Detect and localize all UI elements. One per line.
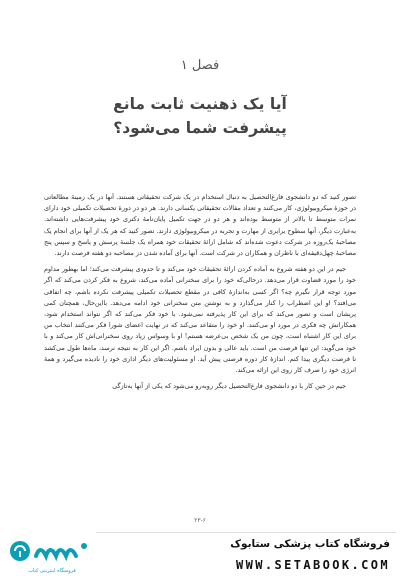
logo-subtitle: فروشگاه اینترنتی کتاب [28, 568, 76, 574]
footer-divider [96, 532, 396, 533]
paragraph: تصور کنید که دو دانشجوی فارغ‌التحصیل به دنبال استخدام در یک شرکت تحقیقاتی هستند. آنها در یک زمینهٔ مطالعاتی در حوزهٔ میکروبیولوژی، کار می‌کنند و تعداد مقالات تحقیقاتی یکسانی دارند. هر دو در دورهٔ تحصیلات تکمیلی خود دارای نمرات متوسط تا بالاتر از متوسط بوده‌اند و هر دو در جهت تکمیل پایان‌نامهٔ دکتری خود پیشرفت‌هایی داشته‌اند. به‌عبارت دیگر، آنها سطوح برابری از مهارت و تجربه در میکروبیولوژی دارند. تصور کنید که هر یک از آنها برای انجام یک مصاحبهٔ یک‌روزه در شرکت دعوت شده‌اند که شامل ارائهٔ تحقیقات خود همراه یک جلسهٔ پرسش و پاسخ و سپس پنج مصاحبهٔ چهل‌دقیقه‌ای با ناظران و همکاران در شرکت است. آنها برای آماده شدن در مصاحبه دو هفته فرصت دارند. [44, 193, 356, 258]
chapter-label: فصل ۱ [180, 58, 220, 73]
body-text [44, 192, 356, 397]
page-number: ۲۳-۶ [194, 517, 206, 524]
store-url-link[interactable]: WWW.SETABOOK.COM [236, 558, 390, 572]
footer-banner [0, 528, 400, 576]
paragraph: جیم در حین کار با دو دانشجوی فارغ‌التحصیل دیگر روبه‌رو می‌شود که یکی از آنها به‌تازگی [112, 382, 346, 391]
logo-mark-icon [8, 536, 94, 566]
title-line-2: پیشرفت شما می‌شود؟ [113, 119, 287, 137]
page-title [40, 92, 360, 140]
store-name: فروشگاه کتاب پزشکی ستابوک [230, 538, 390, 550]
setabook-logo[interactable] [8, 536, 94, 574]
title-line-1: آیا یک ذهنیت ثابت مانع [113, 95, 287, 113]
paragraph: جیم در این دو هفته شروع به آماده کردن ارائهٔ تحقیقات خود می‌کند و تا حدودی پیشرفت می‌کند؛ اما بهطور مداوم خود را مورد قضاوت قرار می‌دهد. درحالی‌که خود را برای سخنرانی آماده می‌کند، شروع به فکر کردن می‌کند که اگر مورد توجه قرار نگیرم چه؟ اگر کسی به‌اندازهٔ کافی در مقطع تحصیلات تکمیلی پیشرفت نکرده باشم، چه اتفاقی می‌افتد؟ او این اضطراب را کنار می‌گذارد و به نوشتن متن سخنرانی خود ادامه می‌دهد. بااین‌حال، همچنان کمی پریشان است و تصور می‌کند که برای این کار پذیرفته نمی‌شود. با خود فکر می‌کند که اگر نتواند استخدام شود، همکارانش چه فکری در مورد او می‌کنند. او خود را متقاعد می‌کند که در نهایت اعضای شورا فکر می‌کنند انتخاب من برای این کار اشتباه است، چون من یک شخص بی‌عرضه هستم! او با وسواس زیاد روی سخنرانی‌اش کار می‌کند و با خود می‌گوید: این تنها فرصت من است. باید عالی و بدون ایراد باشم. اگر این کار به نتیجه نرسد، ماه‌ها طول می‌کشد تا فرصت دیگری پیدا کنم. اندازهٔ کار دوره فرصتی پیش آید. او مسئولیت‌های دیگر اداری خود را نادیده می‌گیرد و همهٔ انرژی خود را صرف کار روی این ارائه می‌کند. [44, 265, 356, 375]
